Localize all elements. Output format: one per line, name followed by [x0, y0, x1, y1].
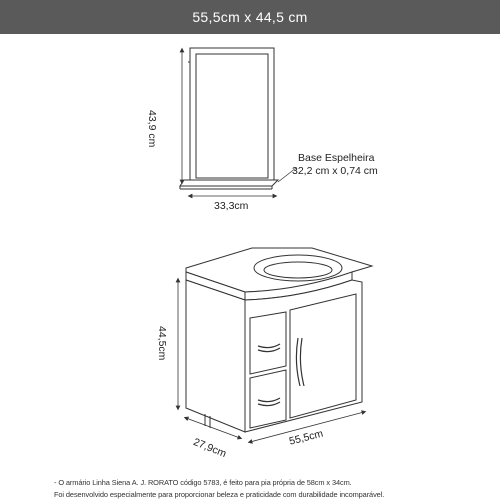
cabinet-width-label: 55,5cm: [288, 427, 325, 448]
mirror-drawing: [180, 48, 278, 189]
cabinet-drawing: [186, 248, 372, 432]
cabinet-depth-label: 27,9cm: [191, 436, 228, 461]
footer-note-2: Foi desenvolvido especialmente para proporcionar beleza e praticidade com durabilidade incomparável.: [54, 490, 385, 499]
mirror-height-label: 43,9 cm: [146, 110, 158, 148]
cabinet-height-label: 44,5cm: [156, 326, 168, 361]
mirror-glass: [196, 54, 268, 178]
footer-note-1: - O armário Linha Siena A. J. RORATO código 5783, é feito para pia própria de 58cm x 34cm.: [54, 478, 352, 487]
mirror-frame-outer: [190, 48, 274, 184]
mirror-width-label: 33,3cm: [214, 200, 249, 212]
drawer-bottom: [250, 370, 286, 428]
cabinet-side: [186, 280, 245, 432]
footer-notes: [0, 462, 500, 500]
shelf-title: Base Espelheira: [298, 152, 375, 164]
drawer-top: [250, 312, 286, 374]
mirror-shelf: [180, 180, 278, 186]
shelf-dimensions: 32,2 cm x 0,74 cm: [292, 165, 378, 177]
overall-size-label: 55,5cm x 44,5 cm: [192, 9, 308, 25]
